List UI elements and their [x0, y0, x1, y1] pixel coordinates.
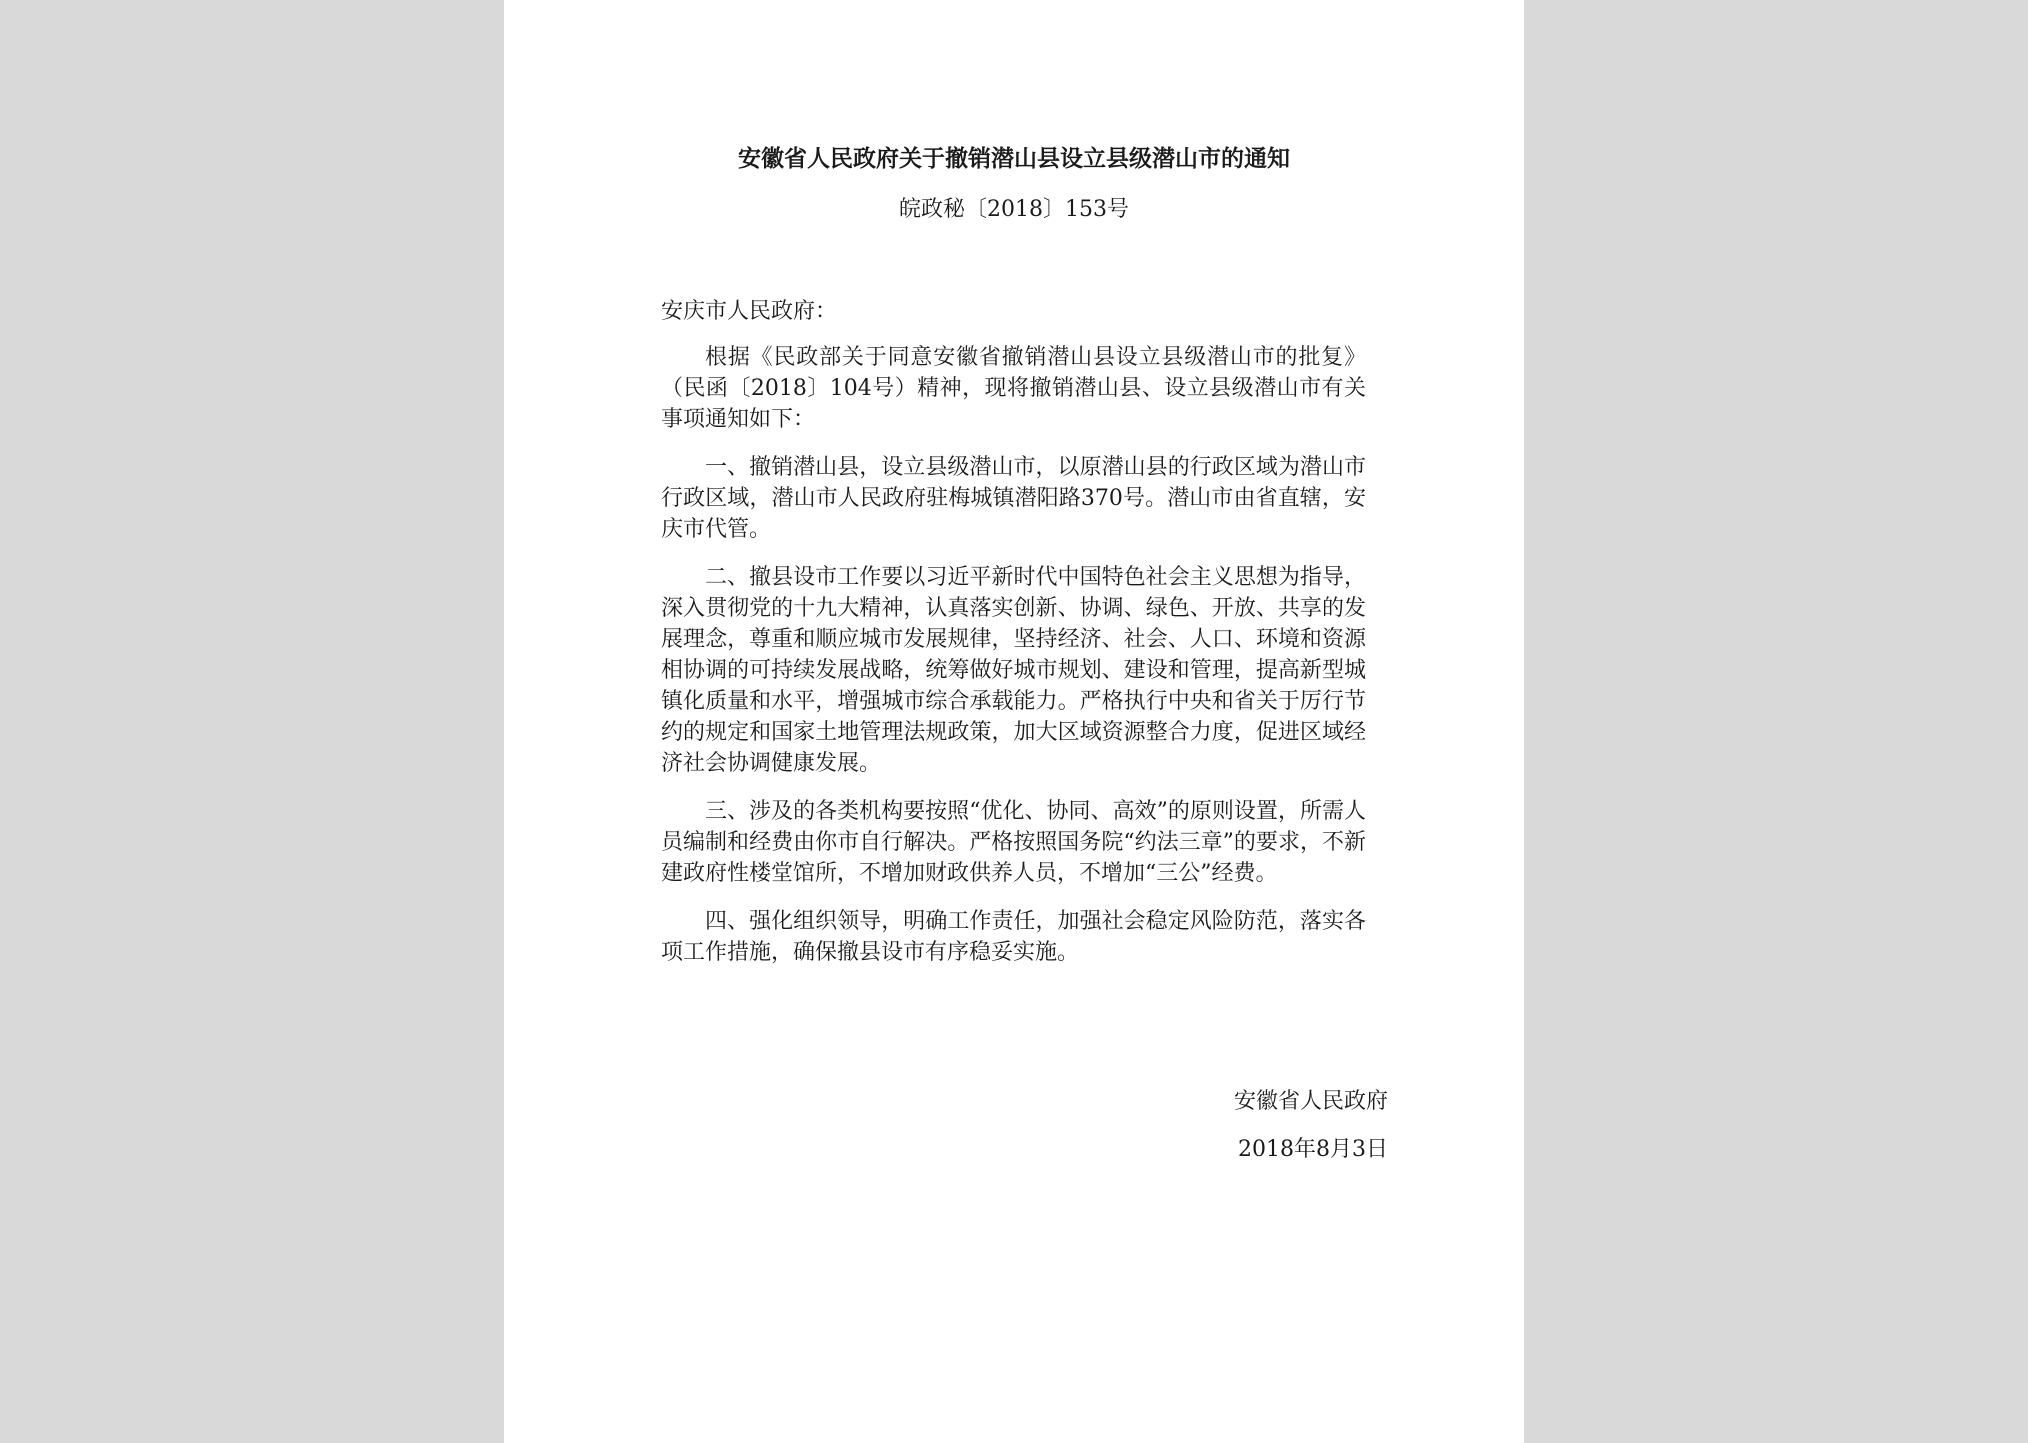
salutation: 安庆市人民政府：	[661, 299, 838, 324]
paragraph-item-3: 三、涉及的各类机构要按照“优化、协同、高效”的原则设置，所需人员编制和经费由你市自行解决。严格按照国务院“约法三章”的要求，不新建政府性楼堂馆所，不增加财政供养人员，不增加“三公”经费。	[661, 799, 1366, 886]
document-title: 安徽省人民政府关于撤销潜山县设立县级潜山市的通知	[738, 145, 1290, 172]
document-number: 皖政秘〔2018〕153号	[899, 197, 1129, 222]
paragraph-item-1: 一、撤销潜山县，设立县级潜山市，以原潜山县的行政区域为潜山市行政区域，潜山市人民政府驻梅城镇潜阳路370号。潜山市由省直辖，安庆市代管。	[661, 455, 1366, 542]
paragraph-intro: 根据《民政部关于同意安徽省撤销潜山县设立县级潜山市的批复》（民函〔2018〕104号）精神，现将撤销潜山县、设立县级潜山市有关事项通知如下：	[661, 345, 1366, 432]
paragraph-item-2: 二、撤县设市工作要以习近平新时代中国特色社会主义思想为指导，深入贯彻党的十九大精神，认真落实创新、协调、绿色、开放、共享的发展理念，尊重和顺应城市发展规律，坚持经济、社会、人口、环境和资源相协调的可持续发展战略，统筹做好城市规划、建设和管理，提高新型城镇化质量和水平，增强城市综合承载能力。严格执行中央和省关于厉行节约的规定和国家土地管理法规政策，加大区域资源整合力度，促进区域经济社会协调健康发展。	[661, 565, 1366, 776]
issuer-signature: 安徽省人民政府	[1233, 1089, 1388, 1114]
issue-date: 2018年8月3日	[1238, 1137, 1388, 1162]
paragraph-item-4: 四、强化组织领导，明确工作责任，加强社会稳定风险防范，落实各项工作措施，确保撤县设市有序稳妥实施。	[661, 909, 1366, 965]
document-page	[504, 0, 1524, 1443]
document-body	[661, 296, 1366, 985]
